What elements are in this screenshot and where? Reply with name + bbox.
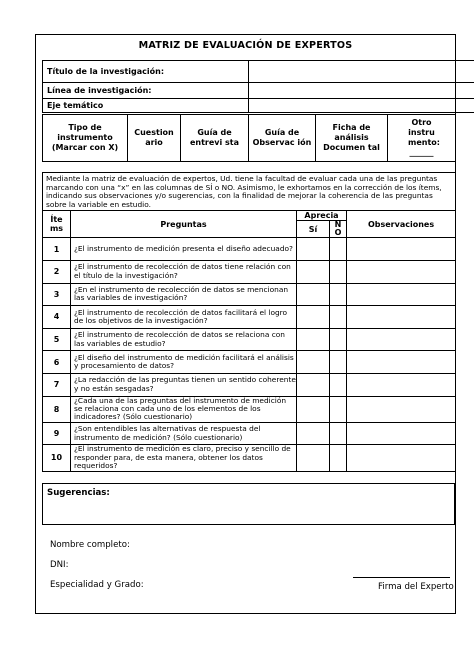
item-number: 2 xyxy=(43,260,71,283)
signature-line xyxy=(353,577,450,578)
instrument-guia-entrevista[interactable]: Guía de entrevi sta xyxy=(181,115,249,162)
observaciones-cell[interactable] xyxy=(347,306,456,329)
table-row xyxy=(43,306,456,329)
instrument-guia-observacion[interactable]: Guía de Observac ión xyxy=(249,115,316,162)
sugerencias-box[interactable] xyxy=(42,483,455,525)
instrument-otro[interactable]: Otro instru mento: ______ xyxy=(388,115,456,162)
observaciones-header: Observaciones xyxy=(347,211,456,238)
preguntas-header: Preguntas xyxy=(71,211,297,238)
si-cell[interactable] xyxy=(297,445,330,471)
linea-field[interactable] xyxy=(249,83,474,99)
aprecia-header: Aprecia xyxy=(297,211,347,221)
item-number: 3 xyxy=(43,283,71,306)
no-cell[interactable] xyxy=(330,445,347,471)
titulo-label: Título de la investigación: xyxy=(43,61,249,83)
observaciones-cell[interactable] xyxy=(347,328,456,351)
header-fields-table xyxy=(42,60,474,113)
no-cell[interactable] xyxy=(330,306,347,329)
table-row xyxy=(43,238,456,261)
table-row xyxy=(43,328,456,351)
question-text: ¿En el instrumento de recolección de datos se mencionan las variables de investigación? xyxy=(71,283,297,306)
no-cell[interactable] xyxy=(330,283,347,306)
instrument-type-table xyxy=(42,114,456,162)
items-header: Íte ms xyxy=(43,211,71,238)
especialidad-label: Especialidad y Grado: xyxy=(50,580,144,590)
question-text: ¿El instrumento de medición presenta el diseño adecuado? xyxy=(71,238,297,261)
observaciones-cell[interactable] xyxy=(347,260,456,283)
si-cell[interactable] xyxy=(297,260,330,283)
instrument-ficha-analisis[interactable]: Ficha de análisis Documen tal xyxy=(316,115,388,162)
no-cell[interactable] xyxy=(330,396,347,422)
si-cell[interactable] xyxy=(297,238,330,261)
page-title: MATRIZ DE EVALUACIÓN DE EXPERTOS xyxy=(138,40,353,51)
si-cell[interactable] xyxy=(297,373,330,396)
eje-label: Eje temático xyxy=(43,99,249,113)
linea-label: Línea de investigación: xyxy=(43,83,249,99)
item-number: 1 xyxy=(43,238,71,261)
table-row xyxy=(43,373,456,396)
dni-label: DNI: xyxy=(50,560,69,570)
question-text: ¿El instrumento de recolección de datos facilitará el logro de los objetivos de la investigación? xyxy=(71,306,297,329)
no-cell[interactable] xyxy=(330,422,347,445)
observaciones-cell[interactable] xyxy=(347,396,456,422)
firma-label: Firma del Experto xyxy=(378,582,454,592)
question-text: ¿La redacción de las preguntas tienen un sentido coherente y no están sesgadas? xyxy=(71,373,297,396)
observaciones-cell[interactable] xyxy=(347,422,456,445)
no-cell[interactable] xyxy=(330,373,347,396)
si-cell[interactable] xyxy=(297,283,330,306)
table-row xyxy=(43,396,456,422)
observaciones-cell[interactable] xyxy=(347,238,456,261)
question-text: ¿Cada una de las preguntas del instrumento de medición se relaciona con cada uno de los elementos de los indicadores? (Sólo cuestionario) xyxy=(71,396,297,422)
no-cell[interactable] xyxy=(330,260,347,283)
question-text: ¿El diseño del instrumento de medición facilitará el análisis y procesamiento de datos? xyxy=(71,351,297,374)
item-number: 6 xyxy=(43,351,71,374)
item-number: 7 xyxy=(43,373,71,396)
item-number: 8 xyxy=(43,396,71,422)
table-row xyxy=(43,260,456,283)
evaluation-table xyxy=(42,172,456,472)
eje-field[interactable] xyxy=(249,99,474,113)
item-number: 9 xyxy=(43,422,71,445)
question-text: ¿El instrumento de medición es claro, preciso y sencillo de responder para, de esta manera, obtener los datos requeridos? xyxy=(71,445,297,471)
instrument-type-label: Tipo de instrumento (Marcar con X) xyxy=(43,115,128,162)
intro-text: Mediante la matriz de evaluación de expertos, Ud. tiene la facultad de evaluar cada una de las preguntas marcando con una “x” en las columnas de SÍ o NO. Asimismo, le exhortamos en la corrección de los ítems, indicando sus observaciones y/o sugerencias, con la finalidad de mejorar la coherencia de las preguntas sobre la variable en estudio. xyxy=(43,173,456,211)
observaciones-cell[interactable] xyxy=(347,351,456,374)
sugerencias-label: Sugerencias: xyxy=(47,488,110,498)
table-row xyxy=(43,445,456,471)
item-number: 5 xyxy=(43,328,71,351)
item-number: 4 xyxy=(43,306,71,329)
table-row xyxy=(43,422,456,445)
no-cell[interactable] xyxy=(330,351,347,374)
nombre-label: Nombre completo: xyxy=(50,540,130,550)
no-header: N O xyxy=(330,221,347,238)
item-number: 10 xyxy=(43,445,71,471)
si-header: Sí xyxy=(297,221,330,238)
observaciones-cell[interactable] xyxy=(347,283,456,306)
question-text: ¿Son entendibles las alternativas de respuesta del instrumento de medición? (Sólo cuestionario) xyxy=(71,422,297,445)
instrument-cuestionario[interactable]: Cuestion ario xyxy=(128,115,181,162)
si-cell[interactable] xyxy=(297,306,330,329)
si-cell[interactable] xyxy=(297,351,330,374)
question-text: ¿El instrumento de recolección de datos tiene relación con el título de la investigación? xyxy=(71,260,297,283)
titulo-field[interactable] xyxy=(249,61,474,83)
no-cell[interactable] xyxy=(330,328,347,351)
observaciones-cell[interactable] xyxy=(347,373,456,396)
si-cell[interactable] xyxy=(297,396,330,422)
table-row xyxy=(43,283,456,306)
si-cell[interactable] xyxy=(297,328,330,351)
no-cell[interactable] xyxy=(330,238,347,261)
question-text: ¿El instrumento de recolección de datos se relaciona con las variables de estudio? xyxy=(71,328,297,351)
table-row xyxy=(43,351,456,374)
observaciones-cell[interactable] xyxy=(347,445,456,471)
si-cell[interactable] xyxy=(297,422,330,445)
